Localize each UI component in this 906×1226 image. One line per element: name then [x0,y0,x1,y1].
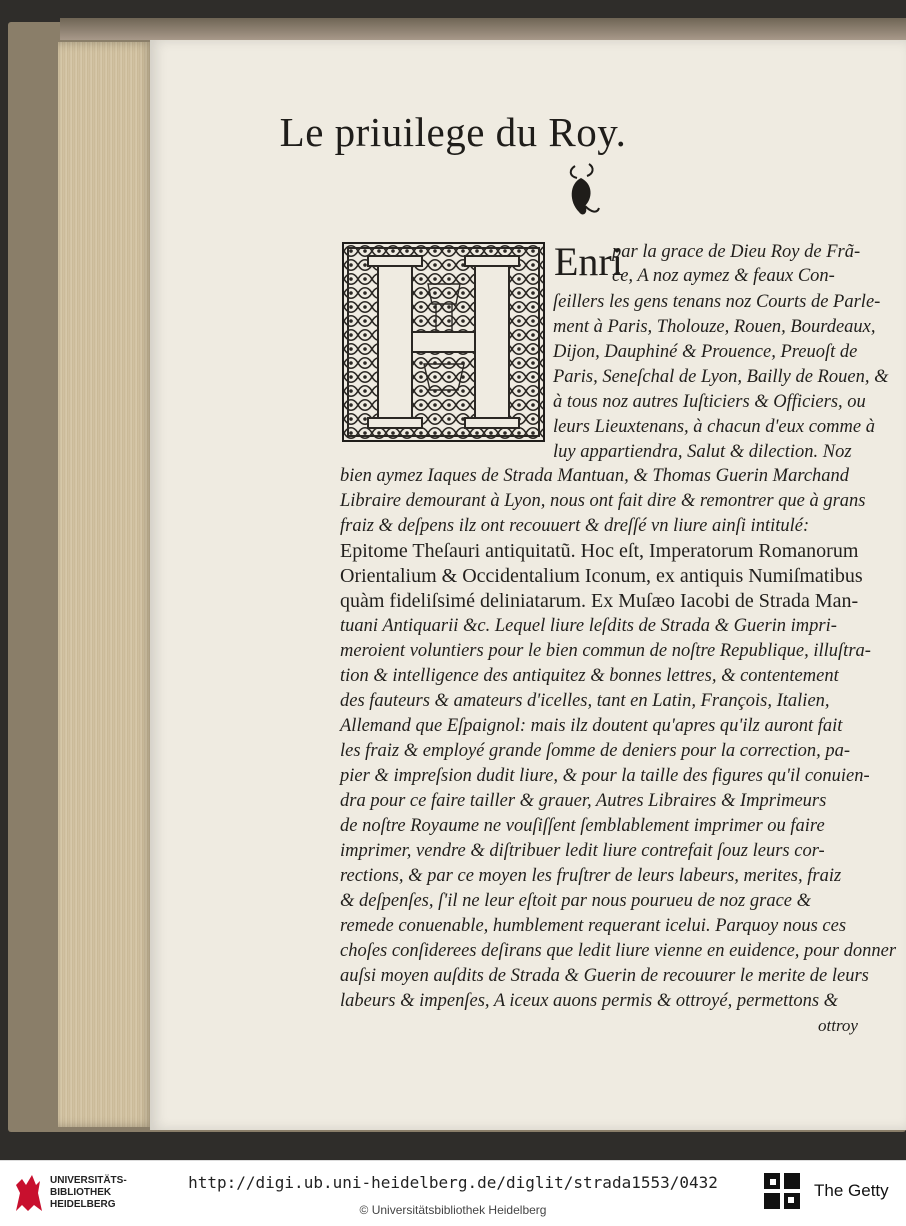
catchword: ottroy [818,1016,858,1035]
leaf-ornament-icon [563,162,603,220]
text-line-11: Libraire demourant à Lyon, nous ont fait dire & remontrer que à grans [340,491,866,511]
book-top-edge [60,18,906,40]
text-line-6: Paris, Seneſchal de Lyon, Bailly de Rouen, & [553,367,889,387]
text-line-21: les fraiz & employé grande ſomme de deniers pour la correction, pa- [340,741,851,761]
partner-name: The Getty [814,1181,889,1200]
text-line-7: à tous noz autres Iuſticiers & Officiers, ou [553,392,866,412]
page-stack-edge [58,42,154,1127]
text-line-28: remede conuenable, humblement requerant icelui. Parquoy nous ces [340,916,847,936]
text-line-1: par la grace de Dieu Roy de Frã- [612,242,861,262]
text-line-14: Orientalium & Occidentalium Iconum, ex antiquis Numiſmatibus [340,565,863,587]
text-line-25: imprimer, vendre & diſtribuer ledit liure contrefait ſouz leurs cor- [340,841,825,861]
text-line-20: Allemand que Eſpaignol: mais ilz doutent qu'apres qu'ilz auront fait [340,716,843,736]
text-line-3: ſeillers les gens tenans noz Courts de Parle- [553,292,881,312]
permalink-url[interactable]: http://digi.ub.uni-heidelberg.de/diglit/strada1553/0432 [188,1173,718,1192]
text-line-22: pier & impreſsion dudit liure, & pour la taille des figures qu'il conuien- [340,766,870,786]
text-line-26: rections, & par ce moyen les fruſtrer de leurs labeurs, merites, fraiz [340,866,842,886]
text-line-5: Dijon, Dauphiné & Prouence, Preuoſt de [553,342,858,362]
institution-name: UNIVERSITÄTS- BIBLIOTHEK HEIDELBERG [50,1175,127,1210]
text-line-30: auſsi moyen auſdits de Strada & Guerin de recouurer le merite de leurs [340,966,869,986]
text-line-31: labeurs & impenſes, A iceux auons permis & ottroyé, permettons & [340,991,839,1011]
text-line-8: leurs Lieuxtenans, à chacun d'eux comme à [553,417,875,437]
text-line-15: quàm fideliſsimé deliniatarum. Ex Muſæo Iacobi de Strada Man- [340,590,859,612]
text-line-24: de noſtre Royaume ne vouſiſſent ſemblablement imprimer ou faire [340,816,825,836]
text-line-9: luy appartiendra, Salut & dilection. Noz [553,442,852,462]
text-line-27: & deſpenſes, ſ'il ne leur eſtoit par nous pourueu de noz grace & [340,891,812,911]
text-line-13: Epitome Theſauri antiquitatũ. Hoc eſt, Imperatorum Romanorum [340,540,859,562]
page-heading: Le priuilege du Roy. [279,109,627,155]
text-line-18: tion & intelligence des antiquitez & bonnes lettres, & contentement [340,666,839,686]
getty-logo-icon [762,1171,802,1215]
text-line-16: tuani Antiquarii &c. Lequel liure leſdits de Strada & Guerin impri- [340,616,837,636]
text-line-2: ce, A noz aymez & feaux Con- [612,266,835,286]
text-line-4: ment à Paris, Tholouze, Rouen, Bourdeaux, [553,317,876,337]
decorated-initial [342,242,545,442]
initial-continuation: Enri [554,239,623,284]
text-line-19: des fauteurs & amateurs d'icelles, tant en Latin, François, Italien, [340,691,830,711]
text-line-10: bien aymez Iaques de Strada Mantuan, & Thomas Guerin Marchand [340,466,850,486]
text-line-17: meroient voluntiers pour le bien commun de noſtre Republique, illuſtra- [340,641,871,661]
text-line-12: fraiz & deſpens ilz ont recouuert & dreſſé vn liure ainſi intitulé: [340,516,810,536]
text-line-29: choſes conſiderees deſirans que ledit liure vienne en euidence, pour donner [340,941,897,961]
viewer-footer [0,1160,906,1226]
copyright-notice: © Universitätsbibliothek Heidelberg [359,1203,547,1217]
text-line-23: dra pour ce faire tailler & grauer, Autres Libraires & Imprimeurs [340,791,827,811]
